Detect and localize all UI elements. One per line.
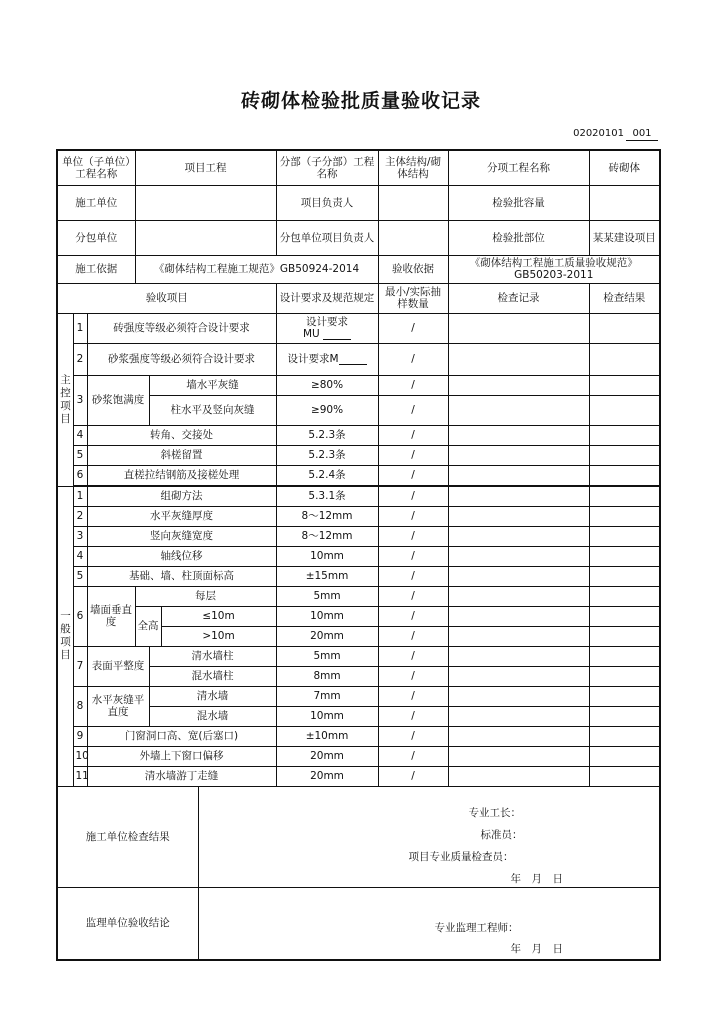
sample-value: / xyxy=(378,445,448,465)
foreman-label: 专业工长： xyxy=(468,806,522,819)
table-row xyxy=(57,566,660,586)
record-cell[interactable] xyxy=(448,465,589,485)
sample-value: / xyxy=(378,606,448,626)
design-value: 7mm xyxy=(276,686,378,706)
subitem-value: 砖砌体 xyxy=(589,150,660,185)
item-name: 基础、墙、柱顶面标高 xyxy=(87,566,276,586)
record-cell[interactable] xyxy=(448,566,589,586)
sample-value: / xyxy=(378,546,448,566)
design-value: 5.3.1条 xyxy=(276,486,378,506)
record-cell[interactable] xyxy=(448,486,589,506)
item-name: 墙面垂直度 xyxy=(87,586,135,646)
item-number: 11 xyxy=(73,766,87,786)
design-value: 8～12mm xyxy=(276,506,378,526)
item-name: 表面平整度 xyxy=(87,646,149,686)
design-value: 5.2.4条 xyxy=(276,465,378,485)
item-name: 清水墙游丁走缝 xyxy=(87,766,276,786)
sub-item-name: 柱水平及竖向灰缝 xyxy=(149,395,276,425)
table-row xyxy=(57,445,660,465)
sub-item-name: 清水墙柱 xyxy=(149,646,276,666)
header-row-1 xyxy=(57,150,660,185)
supervisor-engineer-label: 专业监理工程师： xyxy=(434,921,519,934)
contractor-check-area[interactable] xyxy=(198,786,660,887)
table-row xyxy=(57,606,660,626)
contractor-check-row xyxy=(57,786,660,887)
acceptance-basis-label: 验收依据 xyxy=(378,255,448,283)
location-value: 某某建设项目 xyxy=(589,220,660,255)
sample-value: / xyxy=(378,646,448,666)
sub-item-name: 墙水平灰缝 xyxy=(149,375,276,395)
record-cell[interactable] xyxy=(448,586,589,606)
item-name: 斜槎留置 xyxy=(87,445,276,465)
capacity-label: 检验批容量 xyxy=(448,185,589,220)
design-value: 20mm xyxy=(276,766,378,786)
result-cell[interactable] xyxy=(589,343,660,375)
table-row xyxy=(57,506,660,526)
pm-label: 项目负责人 xyxy=(276,185,378,220)
table-row xyxy=(57,375,660,395)
result-cell[interactable] xyxy=(589,586,660,606)
table-row xyxy=(57,313,660,343)
quality-inspector-label: 项目专业质量检查员： xyxy=(408,850,514,863)
design-value: 10mm xyxy=(276,546,378,566)
record-cell[interactable] xyxy=(448,646,589,666)
header-row-4 xyxy=(57,255,660,283)
item-number: 3 xyxy=(73,526,87,546)
design-value: 10mm xyxy=(276,706,378,726)
item-name: 外墙上下窗口偏移 xyxy=(87,746,276,766)
record-cell[interactable] xyxy=(448,313,589,343)
design-value: 8～12mm xyxy=(276,526,378,546)
sample-value: / xyxy=(378,465,448,485)
design-value: 5mm xyxy=(276,586,378,606)
sub-item-name: 混水墙柱 xyxy=(149,666,276,686)
unit-value: 项目工程 xyxy=(135,150,276,185)
item-name: 砖强度等级必须符合设计要求 xyxy=(87,313,276,343)
basis-value: 《砌体结构工程施工规范》GB50924-2014 xyxy=(135,255,378,283)
sample-value: / xyxy=(378,686,448,706)
contractor-label: 施工单位 xyxy=(57,185,135,220)
item-name: 竖向灰缝宽度 xyxy=(87,526,276,546)
table-row xyxy=(57,486,660,506)
design-value: ±10mm xyxy=(276,726,378,746)
item-name: 组砌方法 xyxy=(87,486,276,506)
record-cell[interactable] xyxy=(448,746,589,766)
table-row xyxy=(57,526,660,546)
record-cell[interactable] xyxy=(448,606,589,626)
record-cell[interactable] xyxy=(448,425,589,445)
result-cell[interactable] xyxy=(589,486,660,506)
sample-value: / xyxy=(378,566,448,586)
result-cell[interactable] xyxy=(589,395,660,425)
result-cell[interactable] xyxy=(589,445,660,465)
basis-label: 施工依据 xyxy=(57,255,135,283)
record-cell[interactable] xyxy=(448,343,589,375)
sub-item-name: 全高 xyxy=(135,606,161,646)
sub-item-name: ≤10m xyxy=(161,606,276,626)
header-row-2 xyxy=(57,185,660,220)
design-value: 设计要求 MU xyxy=(276,313,378,343)
item-number: 6 xyxy=(73,465,87,485)
col-sample-header: 最小/实际抽样数量 xyxy=(378,283,448,313)
design-value: 20mm xyxy=(276,746,378,766)
date-label: 年 月 日 xyxy=(510,872,564,885)
design-value: 10mm xyxy=(276,606,378,626)
design-value: 20mm xyxy=(276,626,378,646)
document-code-suffix: 001 xyxy=(626,128,658,141)
design-value: 5.2.3条 xyxy=(276,445,378,465)
result-cell[interactable] xyxy=(589,686,660,706)
column-header-row xyxy=(57,283,660,313)
record-cell[interactable] xyxy=(448,445,589,465)
result-cell[interactable] xyxy=(589,706,660,726)
record-cell[interactable] xyxy=(448,766,589,786)
table-row xyxy=(57,343,660,375)
item-number: 4 xyxy=(73,425,87,445)
item-number: 3 xyxy=(73,375,87,425)
sub-pm-label: 分包单位项目负责人 xyxy=(276,220,378,255)
result-cell[interactable] xyxy=(589,465,660,485)
sample-value: / xyxy=(378,766,448,786)
header-row-3 xyxy=(57,220,660,255)
record-cell[interactable] xyxy=(448,375,589,395)
sample-value: / xyxy=(378,726,448,746)
result-cell[interactable] xyxy=(589,546,660,566)
design-value: 8mm xyxy=(276,666,378,686)
table-row xyxy=(57,766,660,786)
col-item-header: 验收项目 xyxy=(57,283,276,313)
supervisor-label: 监理单位验收结论 xyxy=(57,887,198,960)
item-name: 转角、交接处 xyxy=(87,425,276,445)
result-cell[interactable] xyxy=(589,746,660,766)
capacity-value[interactable] xyxy=(589,185,660,220)
record-cell[interactable] xyxy=(448,526,589,546)
item-number: 6 xyxy=(73,586,87,646)
result-cell[interactable] xyxy=(589,626,660,646)
item-name: 门窗洞口高、宽(后塞口) xyxy=(87,726,276,746)
sub-item-name: 每层 xyxy=(135,586,276,606)
sub-pm-value[interactable] xyxy=(378,220,448,255)
subcontractor-label: 分包单位 xyxy=(57,220,135,255)
sample-value: / xyxy=(378,506,448,526)
result-cell[interactable] xyxy=(589,313,660,343)
sample-value: / xyxy=(378,746,448,766)
item-name: 轴线位移 xyxy=(87,546,276,566)
col-result-header: 检查结果 xyxy=(589,283,660,313)
design-value: 设计要求M xyxy=(276,343,378,375)
sample-value: / xyxy=(378,586,448,606)
table-row xyxy=(57,646,660,666)
item-name: 直槎拉结钢筋及接槎处理 xyxy=(87,465,276,485)
design-value: ≥90% xyxy=(276,395,378,425)
record-cell[interactable] xyxy=(448,506,589,526)
sample-value: / xyxy=(378,425,448,445)
result-cell[interactable] xyxy=(589,375,660,395)
record-cell[interactable] xyxy=(448,626,589,646)
table-row xyxy=(57,546,660,566)
document-code-prefix: 02020101 xyxy=(573,128,624,139)
design-value: ±15mm xyxy=(276,566,378,586)
sample-value: / xyxy=(378,666,448,686)
acceptance-basis-value: 《砌体结构工程施工质量验收规范》GB50203-2011 xyxy=(448,255,660,283)
pm-value[interactable] xyxy=(378,185,448,220)
contractor-value[interactable] xyxy=(135,185,276,220)
record-cell[interactable] xyxy=(448,395,589,425)
standard-officer-label: 标准员： xyxy=(480,828,523,841)
item-number: 2 xyxy=(73,506,87,526)
sub-item-name: 清水墙 xyxy=(149,686,276,706)
table-row xyxy=(57,726,660,746)
item-number: 1 xyxy=(73,486,87,506)
item-name: 水平灰缝厚度 xyxy=(87,506,276,526)
item-name: 砂浆强度等级必须符合设计要求 xyxy=(87,343,276,375)
result-cell[interactable] xyxy=(589,425,660,445)
item-name: 砂浆饱满度 xyxy=(87,375,149,425)
result-cell[interactable] xyxy=(589,526,660,546)
table-row xyxy=(57,686,660,706)
unit-label: 单位（子单位）工程名称 xyxy=(57,150,135,185)
item-number: 5 xyxy=(73,445,87,465)
supervisor-area[interactable] xyxy=(198,887,660,960)
result-cell[interactable] xyxy=(589,506,660,526)
sample-value: / xyxy=(378,343,448,375)
item-number: 10 xyxy=(73,746,87,766)
page-title: 砖砌体检验批质量验收记录 xyxy=(240,90,481,112)
location-label: 检验批部位 xyxy=(448,220,589,255)
sample-value: / xyxy=(378,626,448,646)
sample-value: / xyxy=(378,706,448,726)
item-number: 1 xyxy=(73,313,87,343)
table-row xyxy=(57,425,660,445)
result-cell[interactable] xyxy=(589,726,660,746)
sample-value: / xyxy=(378,486,448,506)
record-cell[interactable] xyxy=(448,686,589,706)
document-code xyxy=(530,128,658,141)
result-cell[interactable] xyxy=(589,646,660,666)
result-cell[interactable] xyxy=(589,666,660,686)
col-design-header: 设计要求及规范规定 xyxy=(276,283,378,313)
subitem-label: 分项工程名称 xyxy=(448,150,589,185)
result-cell[interactable] xyxy=(589,606,660,626)
design-value: 5mm xyxy=(276,646,378,666)
record-cell[interactable] xyxy=(448,706,589,726)
inspection-form-table xyxy=(56,149,661,961)
table-row xyxy=(57,746,660,766)
item-number: 7 xyxy=(73,646,87,686)
result-cell[interactable] xyxy=(589,566,660,586)
table-row xyxy=(57,586,660,606)
division-label: 分部（子分部）工程名称 xyxy=(276,150,378,185)
col-record-header: 检查记录 xyxy=(448,283,589,313)
item-number: 4 xyxy=(73,546,87,566)
date-label: 年 月 日 xyxy=(510,942,564,955)
record-cell[interactable] xyxy=(448,726,589,746)
sub-item-name: 混水墙 xyxy=(149,706,276,726)
supervisor-row xyxy=(57,887,660,960)
contractor-check-label: 施工单位检查结果 xyxy=(57,786,198,887)
item-number: 2 xyxy=(73,343,87,375)
result-cell[interactable] xyxy=(589,766,660,786)
item-name: 水平灰缝平直度 xyxy=(87,686,149,726)
main-control-label: 主控项目 xyxy=(57,313,73,486)
division-value: 主体结构/砌体结构 xyxy=(378,150,448,185)
record-cell[interactable] xyxy=(448,546,589,566)
item-number: 5 xyxy=(73,566,87,586)
record-cell[interactable] xyxy=(448,666,589,686)
subcontractor-value[interactable] xyxy=(135,220,276,255)
sample-value: / xyxy=(378,313,448,343)
sample-value: / xyxy=(378,526,448,546)
table-row xyxy=(57,465,660,485)
sample-value: / xyxy=(378,375,448,395)
sample-value: / xyxy=(378,395,448,425)
general-items-label: 一般项目 xyxy=(57,486,73,786)
design-value: ≥80% xyxy=(276,375,378,395)
item-number: 8 xyxy=(73,686,87,726)
sub-item-name: >10m xyxy=(161,626,276,646)
item-number: 9 xyxy=(73,726,87,746)
design-value: 5.2.3条 xyxy=(276,425,378,445)
